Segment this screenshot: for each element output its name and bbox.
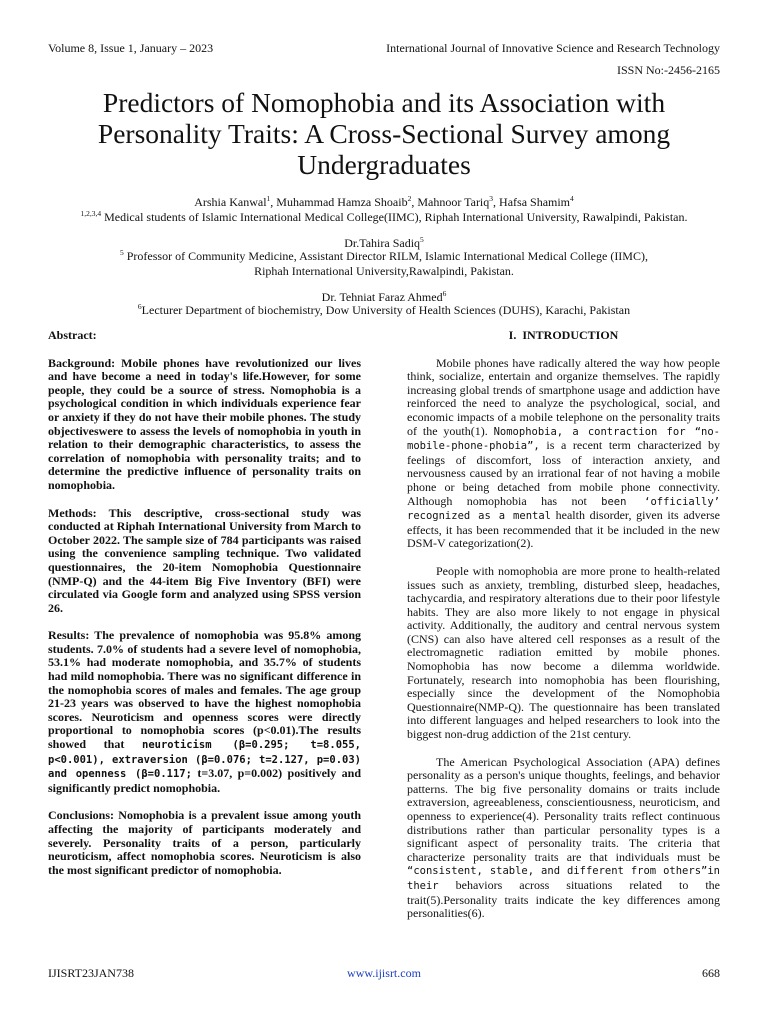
abstract-conclusions: Conclusions: Nomophobia is a prevalent issue among youth affecting the majority of participants moderately and severely. Personality traits of a person, particularly neuroticism, affect nomophobia scores. Neuroticism is also the most significant predictor of nomophobia. — [48, 808, 361, 877]
intro-paragraph-1 — [407, 357, 720, 551]
author-name: Hafsa Shamim — [499, 195, 571, 209]
affiliation-sup: 5 — [120, 248, 124, 257]
author-sup: 4 — [570, 194, 574, 203]
journal-website-link[interactable]: www.ijisrt.com — [347, 966, 421, 980]
affiliation-text: Lecturer Department of biochemistry, Dow University of Health Sciences (DUHS), Karachi, Pakistan — [141, 303, 631, 317]
author-sup: 6 — [442, 289, 447, 298]
journal-name: International Journal of Innovative Science and Research Technology — [386, 41, 720, 55]
intro-paragraph-2: People with nomophobia are more prone to health-related issues such as anxiety, trembling, disturbed sleep, headaches, tachycardia, and respiratory alterations due to their poor lifestyle habits. They are also more likely to not engage in physical activity. Additionally, the auditory and central nervous system (CNS) can also have altered cell responses as a result of the electromagnetic radiation emitted by mobile phones. Nomophobia has now become a dilemma worldwide. Fortunately, research into nomophobia has been flourishing, especially since the development of the Nomophobia Questionnaire(NMP-Q). The questionnaire has been translated into different languages and helped researchers to look into the biggest non-drug addiction of the 21st century. — [407, 563, 720, 742]
abstract-background: Background: Mobile phones have revolutionized our lives and have become a need in today's life.However, for some people, they could be a source of stress. Nomophobia is a psychological condition in which individuals experience fear or anxiety if they do not have their mobile phones. The study objectiveswere to assess the levels of nomophobia in youth in relation to their demographic characteristics, to assess the correlation of nomophobia with personality traits; and to determine the predictive influence of personality traits on nomophobia. — [48, 355, 361, 492]
affiliation-sup: 6 — [137, 302, 142, 311]
intro-mono-text: Nomophobia, a contraction for “no-mobile-phone-phobia”, — [407, 425, 720, 453]
results-text: Results: The prevalence of nomophobia was 95.8% among students. 7.0% of students had a severe level of nomophobia, 53.1% had moderate nomophobia, and 35.7% of students had mild nomophobia. There was no significant difference in the nomophobia scores of males and females. The age group 21-23 years was observed to have the highest nomophobia scores. Neuroticism and openness scores were directly proportional to nomophobia scores (p<0.01).The results showed that — [48, 628, 361, 752]
volume-issue: Volume 8, Issue 1, January – 2023 — [48, 41, 214, 55]
abstract-methods: Methods: This descriptive, cross-sectional study was conducted at Riphah International University from March to October 2022. The sample size of 784 participants was raised using the convenience sampling technique. Two validated questionnaires, the 20-item Nomophobia Questionnaire (NMP-Q) and the 44-item Big Five Inventory (BFI) were circulated via Google form and analyzed using SPSS version 26. — [48, 505, 361, 615]
abstract-results — [48, 629, 361, 795]
author-name: Muhammad Hamza Shoaib — [276, 195, 408, 209]
results-text-end: t=3.07, p=0.002) positively and significantly predict nomophobia. — [48, 766, 362, 795]
author-name: Dr.Tahira Sadiq — [344, 236, 421, 250]
affiliation-sup: 1,2,3,4 — [80, 209, 102, 218]
paper-title: Predictors of Nomophobia and its Association with Personality Traits: A Cross-Sectional Survey among Undergraduates — [97, 87, 671, 180]
affiliation-text: Riphah International University,Rawalpindi, Pakistan. — [254, 263, 514, 278]
issn: ISSN No:-2456-2165 — [616, 63, 720, 77]
author-name: Mahnoor Tariq — [417, 195, 490, 209]
affiliation-2 — [30, 249, 738, 278]
paper-code: IJISRT23JAN738 — [48, 966, 134, 980]
intro-text: health disorder, given its adverse effects, it has been recommended that it be included in the new DSM-V categorization(2). — [407, 508, 720, 551]
author-sup: 3 — [489, 194, 494, 203]
page-number: 668 — [702, 966, 720, 980]
affiliation-text: Professor of Community Medicine, Assistant Director RILM, Islamic International Medical College (IIMC), — [123, 249, 648, 263]
intro-mono-text: been ‘officially’ recognized as a mental — [407, 495, 720, 523]
section-heading-introduction: I. INTRODUCTION — [508, 328, 619, 342]
author-list: Arshia Kanwal$^1$, Muhammad Hamza Shoaib$^2$, Mahnoor Tariq$^3$, Hafsa Shamim$^4$ — [194, 194, 574, 209]
affiliation-text: Medical students of Islamic International Medical College(IIMC), Riphah International University, Rawalpindi, Pakistan. — [101, 210, 688, 224]
intro-text: behaviors across situations related to the trait(5).Personality traits indicate the key differences among personalities(6). — [407, 877, 720, 921]
author-sup: 5 — [420, 235, 424, 244]
intro-text: is a recent term characterized by feelings of discomfort, loss of interaction anxiety, and nervousness caused by an irrational fear of not having a mobile phone or being detached from mobile phone connectivity. Although nomophobia has not — [407, 438, 720, 508]
introduction-column — [407, 329, 720, 935]
results-regression-text: neuroticism (β=0.295; t=8.055, p<0.001), extraversion (β=0.076; t=2.127, p=0.03) and openness (β=0.117; — [48, 739, 361, 781]
abstract-label: Abstract: — [48, 328, 97, 342]
affiliation-1 — [30, 210, 738, 225]
intro-text: The American Psychological Association (APA) defines personality as a person's unique thoughts, feelings, and behavior patterns. The big five personality domains or traits include extraversion, agreeableness, conscientiousness, neuroticism, and openness to experience(4). Personality traits reflect continuous distributions rather than particular personality types is a significant aspect of personality traits. The criteria that characterize personality traits are that individuals must be — [407, 754, 720, 864]
abstract-column — [48, 329, 361, 891]
intro-paragraph-3 — [407, 756, 720, 921]
affiliation-3 — [30, 303, 738, 318]
intro-text: Mobile phones have radically altered the way how people think, socialize, entertain and organize themselves. The rapidly increasing global trends of smartphone usage and addiction have reinforced the need to analyze the psychological, social, and economic impacts of a mobile telephone on the personality traits of the youth(1). — [407, 355, 720, 438]
author-name: Dr. Tehniat Faraz Ahmed — [321, 290, 443, 304]
author-name: Arshia Kanwal — [194, 195, 267, 209]
author-sup: 1 — [266, 194, 271, 203]
author-sup: 2 — [407, 194, 412, 203]
intro-mono-text: “consistent, stable, and different from others”in their — [407, 865, 720, 892]
